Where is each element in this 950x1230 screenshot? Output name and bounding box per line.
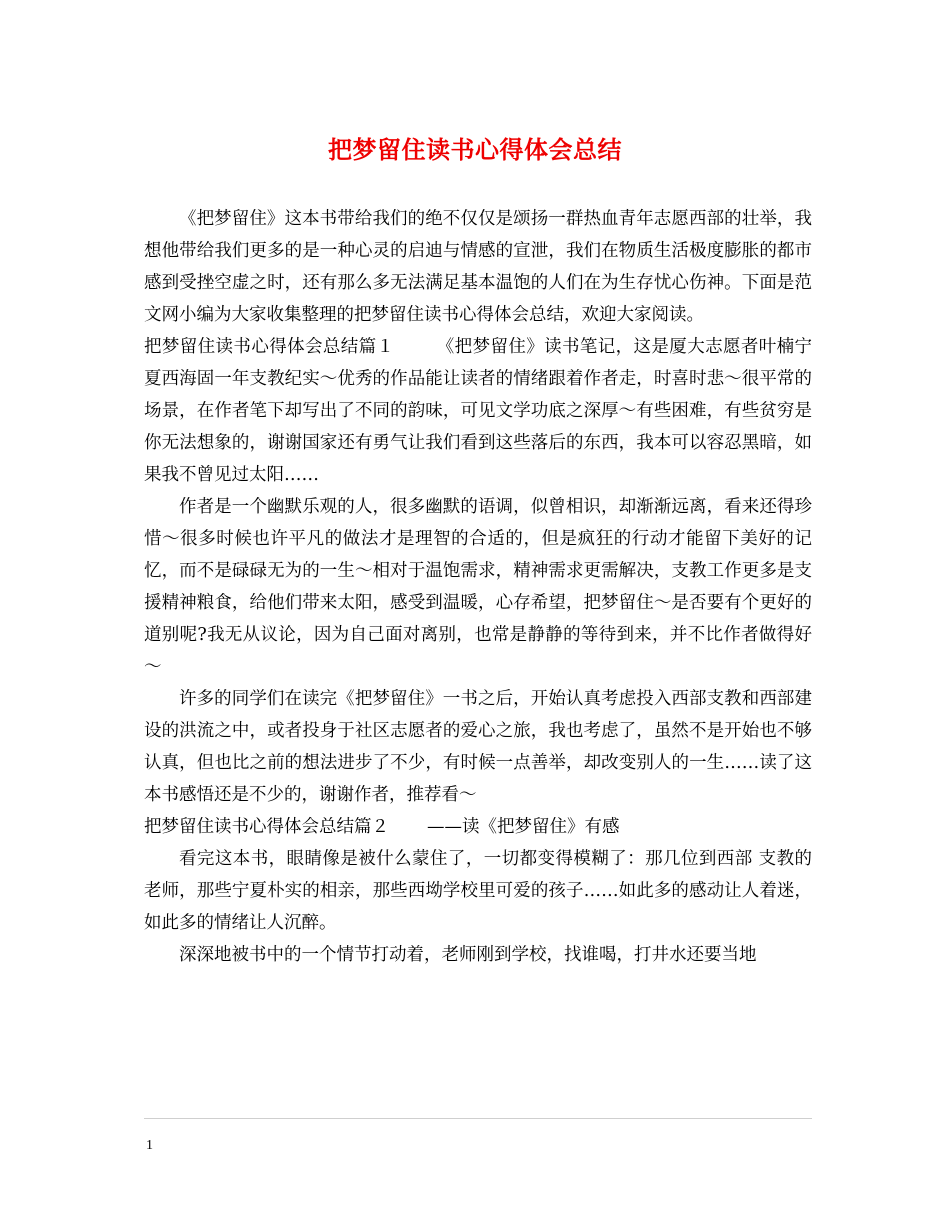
page-number: 1 bbox=[146, 1138, 153, 1153]
paragraph-5: 深深地被书中的一个情节打动着，老师刚到学校，找谁喝，打井水还要当地 bbox=[179, 945, 757, 965]
paragraph-3: 许多的同学们在读完《把梦留住》一书之后，开始认真考虑投入西部支教和西部建设的洪流之中，或者投身于社区志愿者的爱心之旅，我也考虑了，虽然不是开始也不够认真，但也比之前的想法进步了不少，有时候一点善举，却改变别人的一生……读了这本书感悟还是不少的，谢谢作者，推荐看～ bbox=[144, 689, 812, 805]
intro-paragraph: 《把梦留住》这本书带给我们的绝不仅仅是颂扬一群热血青年志愿西部的壮举，我想他带给我们更多的是一种心灵的启迪与情感的宣泄，我们在物质生活极度膨胀的都市感到受挫空虚之时，还有那么多无法满足基本温饱的人们在为生存忧心伤神。下面是范文网小编为大家收集整理的把梦留住读书心得体会总结，欢迎大家阅读。 bbox=[144, 209, 812, 325]
section-1-paragraph bbox=[144, 331, 812, 491]
section-2-text: ——读《把梦留住》有感 bbox=[427, 817, 620, 837]
footer-divider bbox=[144, 1118, 812, 1119]
paragraph-2: 作者是一个幽默乐观的人，很多幽默的语调，似曾相识，却渐渐远离，看来还得珍惜～很多时候也许平凡的做法才是理智的合适的，但是疯狂的行动才能留下美好的记忆，而不是碌碌无为的一生～相对于温饱需求，精神需求更需解决，支教工作更多是支援精神粮食，给他们带来太阳，感受到温暖，心存希望，把梦留住～是否要有个更好的道别呢?我无从议论，因为自己面对离别，也常是静静的等待到来，并不比作者做得好～ bbox=[144, 497, 812, 677]
section-2-paragraph bbox=[144, 811, 812, 843]
document-body bbox=[144, 203, 812, 971]
section-1-heading: 把梦留住读书心得体会总结篇１ bbox=[144, 337, 395, 357]
section-1-text: 《把梦留住》读书笔记，这是厦大志愿者叶楠宁夏西海固一年支教纪实～优秀的作品能让读者的情绪跟着作者走，时喜时悲～很平常的场景，在作者笔下却写出了不同的韵味，可见文学功底之深厚～有些困难，有些贫穷是你无法想象的，谢谢国家还有勇气让我们看到这些落后的东西，我本可以容忍黑暗，如果我不曾见过太阳…… bbox=[144, 337, 813, 485]
document-title: 把梦留住读书心得体会总结 bbox=[328, 135, 622, 164]
paragraph-4: 看完这本书，眼睛像是被什么蒙住了，一切都变得模糊了：那几位到西部 支教的老师，那些宁夏朴实的相亲，那些西坳学校里可爱的孩子……如此多的感动让人着迷，如此多的情绪让人沉醉。 bbox=[144, 849, 812, 933]
section-2-heading: 把梦留住读书心得体会总结篇２ bbox=[144, 817, 389, 837]
